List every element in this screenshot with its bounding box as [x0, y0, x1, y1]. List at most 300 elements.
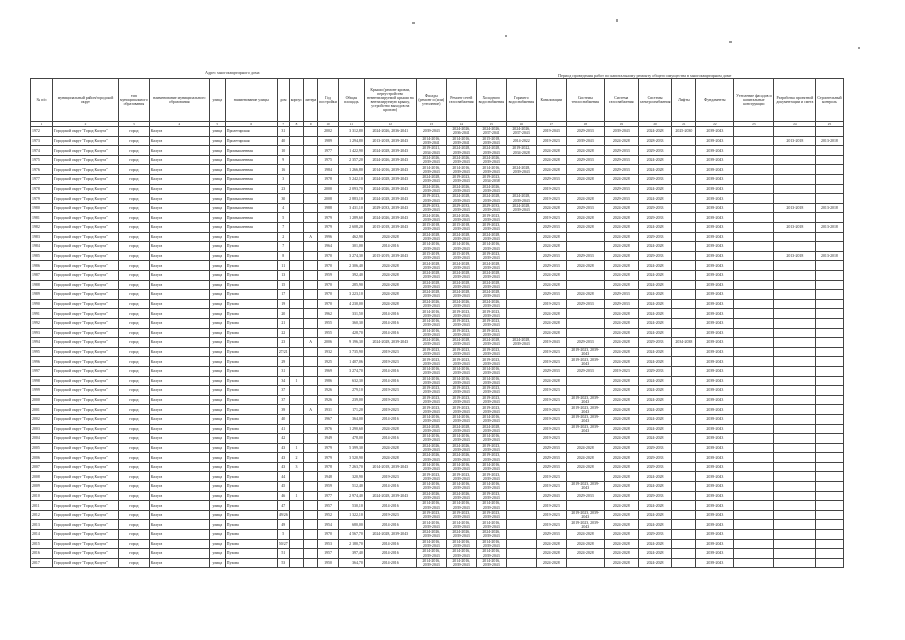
table-cell: 239,00: [338, 395, 364, 405]
table-cell: 2024-2028: [604, 434, 638, 444]
table-cell: [734, 366, 774, 376]
table-cell: 2024-2028: [638, 280, 672, 290]
table-cell: Пухова: [225, 424, 277, 434]
table-cell: [816, 501, 843, 511]
table-cell: 2019-2023, 2039-2043: [416, 472, 446, 482]
table-cell: 2024-2028: [536, 155, 566, 165]
table-cell: [506, 395, 536, 405]
table-cell: 2024-2028: [566, 194, 604, 204]
table-cell: 2024-2028, 2039-2043: [446, 232, 476, 242]
table-cell: 2039-2043: [696, 434, 734, 444]
table-cell: 2024-2028: [604, 347, 638, 357]
table-cell: 2019-2023, 2039-2043: [476, 357, 506, 367]
table-cell: [734, 271, 774, 281]
table-cell: 2024-2028: [638, 309, 672, 319]
table-cell: [506, 549, 536, 559]
table-cell: Калуга: [149, 155, 209, 165]
table-cell: 2024-2028: [604, 482, 638, 492]
table-cell: 2024-2028: [604, 462, 638, 472]
table-cell: 2024-2028: [604, 395, 638, 405]
table-cell: 2024-2028: [638, 347, 672, 357]
table-cell: [289, 510, 303, 520]
table-cell: 2024-2028: [604, 203, 638, 213]
table-cell: город: [119, 184, 150, 194]
table-cell: [304, 366, 318, 376]
table-cell: Городской округ "Город Калуга": [53, 165, 119, 175]
table-cell: 2014-2016, 2039-2043: [476, 366, 506, 376]
table-cell: Городской округ "Город Калуга": [53, 549, 119, 559]
table-cell: город: [119, 290, 150, 300]
table-cell: 2039-2043: [696, 309, 734, 319]
table-row: [31, 539, 844, 549]
table-cell: 2019-2023, 2039-2043: [416, 395, 446, 405]
table-cell: [816, 424, 843, 434]
table-cell: Пухова: [225, 520, 277, 530]
table-cell: Калуга: [149, 290, 209, 300]
table-cell: Промышленная: [225, 194, 277, 204]
column-number: 18: [566, 122, 604, 127]
table-cell: 2014-2016, 2039-2043: [476, 549, 506, 559]
table-cell: Городской округ "Город Калуга": [53, 290, 119, 300]
table-cell: 2019-2023: [364, 357, 416, 367]
table-cell: [774, 462, 816, 472]
table-row: [31, 414, 844, 424]
table-cell: 2024-2026, 2039-2043: [476, 155, 506, 165]
table-cell: [816, 299, 843, 309]
table-cell: Пухова: [225, 309, 277, 319]
table-cell: 45: [277, 482, 289, 492]
table-cell: 2024-2028: [536, 146, 566, 156]
table-cell: 2024-2028: [638, 318, 672, 328]
table-cell: 4 567,70: [338, 530, 364, 540]
table-cell: 2014-2016: [364, 482, 416, 492]
table-cell: [816, 175, 843, 185]
table-cell: 21: [277, 318, 289, 328]
table-cell: 364,00: [338, 414, 364, 424]
table-cell: 301,00: [338, 242, 364, 252]
table-cell: 2014-2016, 2039-2043: [446, 434, 476, 444]
table-cell: 2019-2023, 2039-2043: [476, 491, 506, 501]
table-cell: 2039-2043: [696, 472, 734, 482]
table-cell: 2024-2028: [604, 491, 638, 501]
table-cell: 2001: [31, 405, 53, 415]
table-cell: 2014-2016, 2039-2043: [446, 366, 476, 376]
table-cell: [816, 520, 843, 530]
table-cell: 2024-2028: [604, 558, 638, 568]
table-cell: [672, 203, 696, 213]
table-cell: Калуга: [149, 558, 209, 568]
table-cell: Городской округ "Город Калуга": [53, 405, 119, 415]
table-cell: [506, 309, 536, 319]
table-cell: 2039-2043: [416, 127, 446, 137]
table-cell: 2019-2023, 2039-2043: [446, 405, 476, 415]
table-cell: город: [119, 338, 150, 348]
table-cell: [289, 242, 303, 252]
table-cell: 2019-2023: [364, 472, 416, 482]
table-cell: 29: [277, 357, 289, 367]
table-cell: 2024-2028: [536, 309, 566, 319]
table-cell: [304, 501, 318, 511]
table-cell: город: [119, 328, 150, 338]
table-cell: 478,00: [338, 434, 364, 444]
table-cell: Калуга: [149, 434, 209, 444]
table-cell: [774, 146, 816, 156]
table-cell: 5 242,10: [338, 175, 364, 185]
table-cell: 1992: [31, 318, 53, 328]
table-cell: [816, 453, 843, 463]
column-header: Система газоснабжения: [604, 79, 638, 122]
table-cell: Калуга: [149, 366, 209, 376]
table-cell: [774, 453, 816, 463]
table-cell: 2024-2028: [536, 232, 566, 242]
table-cell: [304, 251, 318, 261]
table-cell: 2014-2016, 2039-2043: [476, 462, 506, 472]
table-cell: [566, 386, 604, 396]
table-cell: 1 290,60: [338, 424, 364, 434]
table-cell: [734, 405, 774, 415]
table-row: [31, 136, 844, 146]
table-cell: 2039-2043: [696, 175, 734, 185]
table-cell: 2019-2023, 2039-2043: [446, 510, 476, 520]
table-row: [31, 155, 844, 165]
table-cell: 2024-2026, 2039-2043: [416, 443, 446, 453]
column-number: 2: [53, 122, 119, 127]
table-cell: 2014-2016, 2039-2043: [416, 501, 446, 511]
table-cell: 2039-2043: [696, 232, 734, 242]
table-cell: 360,30: [338, 318, 364, 328]
table-cell: улица: [209, 203, 225, 213]
table-cell: 2019-2023, 2039-2043: [446, 472, 476, 482]
table-cell: Пролетарская: [225, 136, 277, 146]
column-header: Канализации: [536, 79, 566, 122]
table-cell: 1 407,06: [338, 357, 364, 367]
table-cell: 2019-2023: [536, 357, 566, 367]
table-cell: 2024-2028, 2039-2043: [446, 338, 476, 348]
table-cell: 2014-2016, 2039-2043: [476, 434, 506, 444]
table-cell: [816, 549, 843, 559]
table-cell: город: [119, 472, 150, 482]
table-cell: 2014-2016, 2039-2043: [446, 539, 476, 549]
table-cell: [672, 165, 696, 175]
table-cell: Городской округ "Город Калуга": [53, 414, 119, 424]
table-cell: [304, 462, 318, 472]
table-cell: [289, 414, 303, 424]
table-cell: 5: [277, 213, 289, 223]
table-cell: улица: [209, 424, 225, 434]
table-cell: 2024-2026, 2039-2043: [416, 155, 446, 165]
table-cell: 2014-2016, 2039-2043: [416, 318, 446, 328]
table-cell: улица: [209, 376, 225, 386]
table-cell: 2029-2033: [604, 184, 638, 194]
table-cell: [816, 472, 843, 482]
table-cell: 1987: [31, 271, 53, 281]
table-cell: 2024-2028, 2039-2043: [364, 491, 416, 501]
table-cell: 1997: [31, 366, 53, 376]
table-cell: 397,40: [338, 549, 364, 559]
table-cell: [816, 280, 843, 290]
table-cell: 1926: [318, 395, 339, 405]
table-cell: 2024-2028: [536, 280, 566, 290]
table-cell: Калуга: [149, 309, 209, 319]
table-cell: 2014-2016, 2039-2041: [446, 136, 476, 146]
table-cell: 1976: [318, 424, 339, 434]
table-cell: 2014-2016: [364, 318, 416, 328]
table-cell: 3 431,10: [338, 203, 364, 213]
table-cell: улица: [209, 520, 225, 530]
table-cell: [506, 386, 536, 396]
table-cell: [672, 386, 696, 396]
table-cell: 2024-2028: [364, 453, 416, 463]
table-cell: город: [119, 482, 150, 492]
table-cell: [672, 434, 696, 444]
table-cell: [774, 184, 816, 194]
column-header: Лифты: [672, 79, 696, 122]
table-cell: 2024-2028: [604, 338, 638, 348]
table-cell: [304, 472, 318, 482]
table-cell: 2017: [31, 558, 53, 568]
table-cell: Калуга: [149, 203, 209, 213]
table-row: [31, 223, 844, 233]
table-cell: 2024-2028: [364, 271, 416, 281]
table-cell: Калуга: [149, 530, 209, 540]
table-cell: 2029-2033: [638, 453, 672, 463]
table-cell: 2019-2023: [536, 347, 566, 357]
table-cell: 2029-2033: [638, 203, 672, 213]
table-cell: 2034-2038: [672, 338, 696, 348]
table-cell: 1978: [31, 184, 53, 194]
table-cell: улица: [209, 347, 225, 357]
table-cell: [289, 213, 303, 223]
table-cell: Городской округ "Город Калуга": [53, 136, 119, 146]
column-header: Разработка проектной документации и смета: [774, 79, 816, 122]
table-cell: [734, 424, 774, 434]
table-cell: Городской округ "Город Калуга": [53, 443, 119, 453]
table-cell: Пухова: [225, 453, 277, 463]
column-number: 8: [289, 122, 303, 127]
table-row: [31, 549, 844, 559]
table-cell: 47: [277, 501, 289, 511]
table-cell: улица: [209, 395, 225, 405]
table-cell: [304, 242, 318, 252]
table-cell: [289, 472, 303, 482]
table-row: [31, 242, 844, 252]
table-cell: [506, 405, 536, 415]
table-cell: 22: [277, 328, 289, 338]
table-cell: 2039-2043: [696, 203, 734, 213]
table-cell: [304, 520, 318, 530]
table-cell: 2024-2026, 2039-2043: [416, 299, 446, 309]
table-cell: Калуга: [149, 347, 209, 357]
table-cell: [774, 549, 816, 559]
table-cell: [774, 434, 816, 444]
table-cell: 20: [277, 309, 289, 319]
table-cell: 2024-2026, 2039-2043: [446, 453, 476, 463]
table-row: [31, 251, 844, 261]
table-cell: 2014-2022: [506, 136, 536, 146]
table-cell: [734, 223, 774, 233]
table-cell: 320,90: [338, 472, 364, 482]
table-cell: 2029-2033: [638, 175, 672, 185]
table-cell: Городской округ "Город Калуга": [53, 299, 119, 309]
table-cell: [566, 376, 604, 386]
table-cell: [506, 424, 536, 434]
table-cell: 1970: [318, 261, 339, 271]
table-cell: 2019-2023, 2039-2043: [476, 251, 506, 261]
table-cell: 462,90: [338, 232, 364, 242]
table-cell: 2024-2028: [604, 271, 638, 281]
table-cell: [289, 194, 303, 204]
table-cell: [816, 309, 843, 319]
table-cell: [774, 472, 816, 482]
table-cell: 2002: [318, 127, 339, 137]
table-cell: [816, 395, 843, 405]
table-cell: 2024-2026, 2039-2043: [446, 155, 476, 165]
table-cell: [816, 127, 843, 137]
table-cell: Пухова: [225, 434, 277, 444]
table-cell: [774, 127, 816, 137]
table-cell: город: [119, 223, 150, 233]
table-cell: 2014-2016, 2039-2043: [416, 482, 446, 492]
table-cell: 2029-2033: [638, 232, 672, 242]
table-cell: 2013-2018: [816, 136, 843, 146]
column-number: 15: [476, 122, 506, 127]
table-cell: улица: [209, 271, 225, 281]
table-cell: улица: [209, 328, 225, 338]
table-cell: 2024-2028: [566, 165, 604, 175]
table-cell: 2014-2016, 2039-2043: [416, 539, 446, 549]
table-cell: 2029-2033: [566, 299, 604, 309]
table-cell: Пухова: [225, 549, 277, 559]
table-cell: 2024-2026, 2039-2043: [476, 530, 506, 540]
table-cell: [506, 357, 536, 367]
table-cell: [672, 261, 696, 271]
table-cell: [672, 424, 696, 434]
table-cell: 1970: [318, 251, 339, 261]
table-cell: [506, 299, 536, 309]
table-cell: 2029-2033, 2039-2043: [364, 203, 416, 213]
table-cell: [816, 318, 843, 328]
table-cell: улица: [209, 280, 225, 290]
table-cell: 2024-2028: [638, 376, 672, 386]
table-cell: 2015-2019, 2039-2043: [446, 251, 476, 261]
table-cell: [734, 280, 774, 290]
table-row: [31, 299, 844, 309]
table-cell: Пролетарская: [225, 127, 277, 137]
table-cell: 2024-2028, 2039-2043: [364, 530, 416, 540]
table-cell: 2019-2022, 2034-2028: [506, 146, 536, 156]
table-cell: 2029-2033: [566, 338, 604, 348]
table-cell: [672, 184, 696, 194]
table-cell: 17: [277, 290, 289, 300]
table-cell: Городской округ "Город Калуга": [53, 309, 119, 319]
table-cell: 2039-2043: [696, 443, 734, 453]
table-cell: [734, 261, 774, 271]
address-section-title: Адрес многоквартирного дома: [205, 70, 260, 75]
table-cell: 2024-2028: [604, 318, 638, 328]
table-cell: 2013-2018, 2039-2043: [364, 136, 416, 146]
table-cell: 2024-2028: [364, 443, 416, 453]
table-cell: [506, 242, 536, 252]
scan-speck: [505, 35, 507, 37]
table-cell: [566, 280, 604, 290]
table-cell: улица: [209, 299, 225, 309]
table-cell: город: [119, 175, 150, 185]
table-cell: 2019-2043: [536, 338, 566, 348]
table-cell: 2029-2033: [604, 155, 638, 165]
table-cell: 2024-2028: [638, 539, 672, 549]
table-cell: 2024-2028, 2039-2043: [364, 175, 416, 185]
table-cell: [734, 414, 774, 424]
table-cell: 2014-2016, 2039-2043: [416, 366, 446, 376]
column-number: 22: [696, 122, 734, 127]
table-cell: Пухова: [225, 462, 277, 472]
table-cell: Калуга: [149, 271, 209, 281]
table-cell: город: [119, 414, 150, 424]
table-cell: 2019-2023, 2039-2043: [446, 347, 476, 357]
table-cell: 1972: [31, 127, 53, 137]
table-cell: Калуга: [149, 482, 209, 492]
table-cell: 171,20: [338, 405, 364, 415]
table-cell: [672, 510, 696, 520]
table-cell: 2014-2016, 2039-2043: [446, 501, 476, 511]
table-cell: Пухова: [225, 472, 277, 482]
table-cell: 2029-2033: [566, 251, 604, 261]
table-cell: [506, 462, 536, 472]
table-cell: 2024-2026, 2039-2043: [416, 530, 446, 540]
table-cell: [672, 357, 696, 367]
table-cell: [289, 366, 303, 376]
column-header: Фундаменты: [696, 79, 734, 122]
table-cell: 2024-2028: [566, 261, 604, 271]
table-cell: 5: [277, 530, 289, 540]
table-row: [31, 491, 844, 501]
table-cell: 2014-2016: [364, 242, 416, 252]
table-cell: 2024-2028: [638, 155, 672, 165]
table-cell: 2003: [31, 424, 53, 434]
column-header: Общая площадь: [338, 79, 364, 122]
table-cell: 2024-2028: [638, 328, 672, 338]
table-row: [31, 290, 844, 300]
table-cell: 2024-2028: [638, 184, 672, 194]
table-cell: город: [119, 405, 150, 415]
table-cell: 2019-2023: [364, 347, 416, 357]
table-cell: 2039-2043: [696, 223, 734, 233]
table-cell: 42: [277, 434, 289, 444]
table-cell: Городской округ "Город Калуга": [53, 338, 119, 348]
table-cell: 1988: [31, 280, 53, 290]
table-cell: улица: [209, 501, 225, 511]
table-cell: улица: [209, 223, 225, 233]
table-cell: Пухова: [225, 395, 277, 405]
table-cell: [304, 376, 318, 386]
table-cell: 10: [277, 146, 289, 156]
table-cell: 2024-2026, 2039-2043: [416, 213, 446, 223]
table-cell: [816, 213, 843, 223]
table-cell: 2013-2018: [774, 203, 816, 213]
table-cell: 2024-2028, 2039-2043: [416, 280, 446, 290]
table-cell: Городской округ "Город Калуга": [53, 520, 119, 530]
table-cell: город: [119, 165, 150, 175]
table-cell: 2024-2028: [566, 146, 604, 156]
table-cell: 2039-2043: [696, 482, 734, 492]
table-cell: [672, 136, 696, 146]
table-cell: 2024-2028: [604, 242, 638, 252]
table-cell: 1979: [318, 213, 339, 223]
table-cell: [734, 309, 774, 319]
table-row: [31, 309, 844, 319]
table-cell: город: [119, 318, 150, 328]
table-cell: [672, 501, 696, 511]
